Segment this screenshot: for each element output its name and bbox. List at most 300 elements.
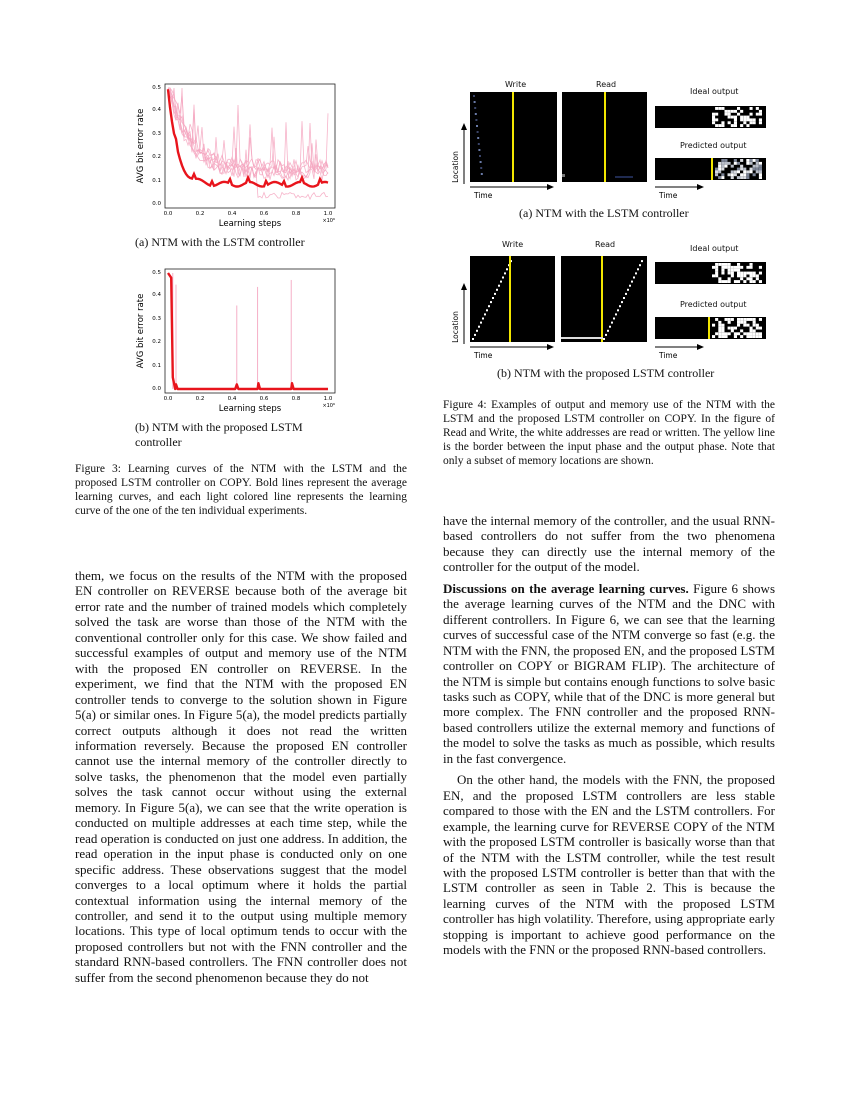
bit-cell bbox=[759, 113, 762, 116]
bit-cell bbox=[746, 116, 749, 119]
location-label: Location bbox=[451, 151, 460, 183]
read-label: Read bbox=[595, 240, 616, 249]
bit-cell bbox=[759, 162, 762, 165]
bit-cell bbox=[718, 263, 721, 266]
x-tick: 0.6 bbox=[259, 211, 269, 217]
read-cell bbox=[633, 277, 635, 279]
predicted-output-label: Predicted output bbox=[680, 300, 747, 309]
read-cell bbox=[621, 301, 623, 303]
write-cell bbox=[473, 95, 475, 97]
bit-cell bbox=[737, 263, 740, 266]
bit-cell bbox=[759, 121, 762, 124]
bit-cell bbox=[740, 176, 743, 179]
bit-cell bbox=[725, 266, 728, 269]
bit-cell bbox=[724, 165, 727, 168]
bit-cell bbox=[740, 266, 743, 269]
bit-cell bbox=[734, 162, 737, 165]
bit-cell bbox=[753, 321, 756, 324]
write-cell bbox=[478, 143, 480, 145]
write-cell bbox=[500, 281, 502, 283]
bit-cell bbox=[721, 266, 724, 269]
bit-cell bbox=[728, 113, 731, 116]
figure-4a bbox=[450, 78, 780, 203]
x-scale-label: ×10⁶ bbox=[322, 403, 335, 409]
bit-cell bbox=[728, 162, 731, 165]
y-tick: 0.5 bbox=[152, 85, 161, 91]
bit-cell bbox=[737, 162, 740, 165]
bit-cell bbox=[737, 272, 740, 275]
bit-cell bbox=[740, 329, 743, 332]
bit-cell bbox=[737, 176, 740, 179]
bit-cell bbox=[721, 335, 724, 338]
bit-cell bbox=[750, 168, 753, 171]
read-cell bbox=[603, 338, 605, 340]
bit-cell bbox=[715, 274, 718, 277]
bit-cell bbox=[740, 124, 743, 127]
write-cell bbox=[474, 101, 476, 103]
read-cell bbox=[623, 297, 625, 299]
bit-cell bbox=[718, 324, 721, 327]
write-cell bbox=[484, 313, 486, 315]
bit-cell bbox=[728, 116, 731, 119]
x-tick: 0.2 bbox=[195, 396, 205, 402]
x-tick: 0.4 bbox=[227, 211, 237, 217]
bit-cell bbox=[718, 162, 721, 165]
bit-cell bbox=[725, 263, 728, 266]
bit-cell bbox=[740, 277, 743, 280]
bit-cell bbox=[718, 321, 721, 324]
write-cell bbox=[490, 301, 492, 303]
bit-cell bbox=[746, 277, 749, 280]
y-ticks bbox=[152, 270, 161, 392]
bit-cell bbox=[712, 266, 715, 269]
write-cell bbox=[492, 297, 494, 299]
read-cell bbox=[613, 318, 615, 320]
bit-cell bbox=[746, 162, 749, 165]
bit-cell bbox=[721, 272, 724, 275]
bit-cell bbox=[750, 162, 753, 165]
y-tick: 0.4 bbox=[152, 107, 161, 113]
time-label: Time bbox=[659, 191, 678, 200]
bit-cell bbox=[756, 162, 759, 165]
bit-cell bbox=[718, 165, 721, 168]
bit-cell bbox=[750, 107, 753, 110]
bit-cell bbox=[728, 327, 731, 330]
bit-cell bbox=[731, 170, 734, 173]
bit-cell bbox=[750, 335, 753, 338]
bit-cell bbox=[715, 168, 718, 171]
bit-cell bbox=[734, 280, 737, 283]
bit-cell bbox=[750, 280, 753, 283]
bit-cell bbox=[746, 318, 749, 321]
bit-cell bbox=[734, 159, 737, 162]
bit-cell bbox=[734, 327, 737, 330]
write-cell bbox=[480, 167, 482, 169]
bit-cell bbox=[721, 162, 724, 165]
bit-cell bbox=[746, 176, 749, 179]
bit-cell bbox=[737, 107, 740, 110]
bit-cell bbox=[734, 121, 737, 124]
bit-cell bbox=[746, 173, 749, 176]
bit-cell bbox=[753, 168, 756, 171]
bit-cell bbox=[740, 274, 743, 277]
read-cell bbox=[641, 260, 643, 262]
bit-cell bbox=[759, 110, 762, 113]
write-cell bbox=[474, 107, 476, 109]
bit-cell bbox=[712, 113, 715, 116]
bit-cell bbox=[743, 318, 746, 321]
bit-cell bbox=[743, 116, 746, 119]
ideal-output-label: Ideal output bbox=[690, 244, 739, 253]
bit-cell bbox=[753, 324, 756, 327]
y-tick: 0.0 bbox=[152, 201, 161, 207]
bit-cell bbox=[721, 332, 724, 335]
bit-cell bbox=[740, 116, 743, 119]
bit-cell bbox=[731, 176, 734, 179]
bit-cell bbox=[718, 329, 721, 332]
read-cell bbox=[639, 264, 641, 266]
y-tick: 0.1 bbox=[152, 363, 161, 369]
bit-cell bbox=[740, 173, 743, 176]
bit-cell bbox=[725, 110, 728, 113]
bit-cell bbox=[743, 118, 746, 121]
read-cell bbox=[561, 337, 603, 339]
read-cell bbox=[627, 289, 629, 291]
bit-cell bbox=[737, 280, 740, 283]
x-tick: 1.0 bbox=[323, 211, 333, 217]
x-tick: 0.0 bbox=[163, 211, 173, 217]
read-cell bbox=[611, 322, 613, 324]
read-label: Read bbox=[596, 80, 617, 89]
y-axis-label: AVG bit error rate bbox=[136, 293, 146, 369]
bit-cell bbox=[737, 266, 740, 269]
y-tick: 0.4 bbox=[152, 292, 161, 298]
y-tick: 0.3 bbox=[152, 316, 161, 322]
location-label: Location bbox=[451, 311, 460, 343]
bit-cell bbox=[740, 335, 743, 338]
bit-cell bbox=[718, 124, 721, 127]
y-tick: 0.3 bbox=[152, 131, 161, 137]
read-cell bbox=[609, 326, 611, 328]
bit-cell bbox=[759, 327, 762, 330]
bit-cell bbox=[753, 173, 756, 176]
right-column bbox=[443, 513, 775, 958]
section-heading: Discussions on the average learning curves. bbox=[443, 580, 689, 596]
bit-cell bbox=[715, 118, 718, 121]
bit-cell bbox=[715, 332, 718, 335]
bit-cell bbox=[737, 170, 740, 173]
bit-cell bbox=[715, 318, 718, 321]
bit-cell bbox=[756, 165, 759, 168]
time-label: Time bbox=[474, 191, 493, 200]
bit-cell bbox=[740, 321, 743, 324]
bit-cell bbox=[753, 121, 756, 124]
write-cell bbox=[472, 338, 474, 340]
bit-cell bbox=[753, 272, 756, 275]
location-arrow-icon bbox=[461, 283, 467, 290]
bit-cell bbox=[746, 266, 749, 269]
bit-cell bbox=[756, 170, 759, 173]
bit-cell bbox=[756, 168, 759, 171]
bit-cell bbox=[740, 165, 743, 168]
write-label: Write bbox=[502, 240, 524, 249]
bit-cell bbox=[725, 332, 728, 335]
bit-cell bbox=[759, 173, 762, 176]
bit-cell bbox=[734, 173, 737, 176]
bit-cell bbox=[734, 266, 737, 269]
write-cell bbox=[494, 293, 496, 295]
bit-cell bbox=[725, 113, 728, 116]
bit-cell bbox=[740, 110, 743, 113]
bit-cell bbox=[753, 318, 756, 321]
read-cell bbox=[615, 176, 633, 178]
bit-cell bbox=[721, 329, 724, 332]
read-cell bbox=[607, 330, 609, 332]
bit-cell bbox=[728, 269, 731, 272]
learning-curve-plot-a bbox=[135, 80, 345, 230]
bit-cell bbox=[753, 118, 756, 121]
bit-cell bbox=[712, 335, 715, 338]
bit-cell bbox=[721, 263, 724, 266]
bit-cell bbox=[721, 159, 724, 162]
bit-cell bbox=[721, 269, 724, 272]
bit-cell bbox=[734, 170, 737, 173]
bit-cell bbox=[753, 332, 756, 335]
memory-panels-a bbox=[450, 92, 780, 203]
bit-cell bbox=[756, 274, 759, 277]
bit-cell bbox=[715, 263, 718, 266]
figure-4a-subcaption: (a) NTM with the LSTM controller bbox=[519, 206, 689, 220]
write-cell bbox=[475, 119, 477, 121]
write-cell bbox=[477, 137, 479, 139]
bit-cell bbox=[721, 324, 724, 327]
x-tick: 0.2 bbox=[195, 211, 205, 217]
write-cell bbox=[476, 330, 478, 332]
x-tick: 0.0 bbox=[163, 396, 173, 402]
read-cell bbox=[615, 313, 617, 315]
memory-panels-b bbox=[450, 252, 780, 363]
bit-cell bbox=[746, 159, 749, 162]
body-paragraph: have the internal memory of the controller, and the usual RNN-based controllers do not suffer from the two phenomena because they can directly use the internal memory of the controller for the output of the model. bbox=[443, 513, 775, 575]
time-label: Time bbox=[659, 351, 678, 360]
bit-cell bbox=[743, 274, 746, 277]
figure-4-caption: Figure 4: Examples of output and memory use of the NTM with the LSTM and the proposed LSTM controller on COPY. In the figure of Read and Write, the white addresses are read or written. The yellow line is the border between the input phase and the output phase. Note that only a subset of memory locations are shown. bbox=[443, 399, 775, 467]
bit-cell bbox=[750, 266, 753, 269]
write-cell bbox=[475, 113, 477, 115]
time-arrow-icon bbox=[547, 344, 554, 350]
bit-cell bbox=[715, 107, 718, 110]
bit-cell bbox=[731, 124, 734, 127]
bit-cell bbox=[731, 173, 734, 176]
bit-cell bbox=[718, 168, 721, 171]
bit-cell bbox=[728, 263, 731, 266]
bit-cell bbox=[715, 124, 718, 127]
bit-cell bbox=[743, 168, 746, 171]
bit-cell bbox=[734, 116, 737, 119]
bit-cell bbox=[715, 272, 718, 275]
bit-cell bbox=[740, 168, 743, 171]
learning-curve-plot-b bbox=[135, 265, 345, 415]
y-ticks bbox=[152, 85, 161, 207]
bit-cell bbox=[712, 116, 715, 119]
bit-cell bbox=[759, 332, 762, 335]
bit-cell bbox=[731, 116, 734, 119]
bit-cell bbox=[718, 176, 721, 179]
bit-cell bbox=[750, 332, 753, 335]
plot-frame bbox=[165, 269, 335, 393]
bit-cell bbox=[731, 274, 734, 277]
write-cell bbox=[506, 268, 508, 270]
bit-cell bbox=[750, 272, 753, 275]
bit-cell bbox=[731, 327, 734, 330]
bit-cell bbox=[718, 327, 721, 330]
bit-cell bbox=[737, 318, 740, 321]
read-cell bbox=[617, 309, 619, 311]
bit-cell bbox=[721, 168, 724, 171]
write-cell bbox=[482, 318, 484, 320]
bit-cell bbox=[715, 170, 718, 173]
read-cell bbox=[605, 334, 607, 336]
bit-cell bbox=[750, 327, 753, 330]
bit-cell bbox=[756, 159, 759, 162]
write-cell bbox=[478, 326, 480, 328]
bit-cell bbox=[759, 170, 762, 173]
write-cell bbox=[488, 305, 490, 307]
paragraph-text: Figure 6 shows the average learning curves of the NTM and the DNC with different controllers. In Figure 6, we can see that the learning curves of successful case of the NTM converge so fast (e.g. the NTM with the FNN, the proposed EN, and the proposed LSTM controller on COPY or BIGRAM FLIP). The architecture of the NTM is simple but contains enough functions to solve basic tasks such as COPY, while that of the DNC is more general but more complex. The FNN controller and the proposed RNN-based controllers utilize the external memory and functions of the model to solve the tasks as much as possible, which results in the fast convergence. bbox=[443, 580, 775, 766]
write-cell bbox=[481, 173, 483, 175]
bit-cell bbox=[753, 165, 756, 168]
bit-cell bbox=[734, 124, 737, 127]
bit-cell bbox=[756, 335, 759, 338]
bit-cell bbox=[750, 118, 753, 121]
bit-cell bbox=[734, 335, 737, 338]
bit-cell bbox=[737, 269, 740, 272]
write-cell bbox=[479, 155, 481, 157]
read-cell bbox=[635, 272, 637, 274]
figure-3a-subcaption: (a) NTM with the LSTM controller bbox=[135, 235, 305, 249]
figure-4b-subcaption: (b) NTM with the proposed LSTM controller bbox=[497, 366, 715, 380]
bit-cell bbox=[737, 324, 740, 327]
ideal-output-label: Ideal output bbox=[690, 87, 739, 96]
x-tick: 0.4 bbox=[227, 396, 237, 402]
bit-cell bbox=[728, 332, 731, 335]
x-tick: 0.8 bbox=[291, 211, 301, 217]
bit-cell bbox=[743, 173, 746, 176]
bit-cell bbox=[743, 332, 746, 335]
x-axis-label: Learning steps bbox=[218, 404, 282, 414]
y-tick: 0.2 bbox=[152, 339, 161, 345]
bit-cell bbox=[740, 118, 743, 121]
read-cell bbox=[619, 305, 621, 307]
bit-cell bbox=[712, 121, 715, 124]
bit-cell bbox=[759, 165, 762, 168]
bit-cell bbox=[743, 272, 746, 275]
bit-cell bbox=[759, 272, 762, 275]
bit-cell bbox=[731, 318, 734, 321]
bit-cell bbox=[734, 110, 737, 113]
bit-cell bbox=[743, 324, 746, 327]
x-scale-label: ×10⁶ bbox=[322, 218, 335, 224]
figure-3-caption: Figure 3: Learning curves of the NTM with the LSTM and the proposed LSTM controller on COPY. Bold lines represent the average learning curves, and each light colored line represents the learning curve of the one of the ten individual experiments. bbox=[75, 463, 407, 517]
bit-cell bbox=[753, 280, 756, 283]
bit-cell bbox=[728, 121, 731, 124]
write-cell bbox=[477, 131, 479, 133]
bit-cell bbox=[737, 113, 740, 116]
bit-cell bbox=[743, 170, 746, 173]
bit-cell bbox=[756, 332, 759, 335]
bit-cell bbox=[750, 274, 753, 277]
bit-cell bbox=[715, 269, 718, 272]
bit-cell bbox=[759, 266, 762, 269]
bit-cell bbox=[712, 324, 715, 327]
bit-cell bbox=[731, 165, 734, 168]
bit-cell bbox=[753, 335, 756, 338]
bit-cell bbox=[750, 159, 753, 162]
x-tick: 1.0 bbox=[323, 396, 333, 402]
bit-cell bbox=[746, 332, 749, 335]
bit-cell bbox=[746, 118, 749, 121]
bit-cell bbox=[718, 277, 721, 280]
figure-4b bbox=[450, 238, 780, 363]
bit-cell bbox=[728, 266, 731, 269]
bit-cell bbox=[743, 121, 746, 124]
bit-cell bbox=[743, 321, 746, 324]
bit-cell bbox=[734, 269, 737, 272]
time-arrow-icon bbox=[697, 344, 704, 350]
bit-cell bbox=[734, 118, 737, 121]
bit-cell bbox=[756, 113, 759, 116]
bit-cell bbox=[746, 124, 749, 127]
bit-cell bbox=[721, 121, 724, 124]
bit-cell bbox=[712, 274, 715, 277]
bit-cell bbox=[724, 162, 727, 165]
write-cell bbox=[478, 149, 480, 151]
bit-cell bbox=[718, 280, 721, 283]
bit-cell bbox=[725, 335, 728, 338]
bit-cell bbox=[731, 329, 734, 332]
bit-cell bbox=[743, 280, 746, 283]
write-map bbox=[470, 256, 555, 342]
bit-cell bbox=[759, 168, 762, 171]
bit-cell bbox=[737, 168, 740, 171]
write-cell bbox=[504, 272, 506, 274]
bit-cell bbox=[746, 170, 749, 173]
bit-cell bbox=[750, 329, 753, 332]
bit-cell bbox=[728, 321, 731, 324]
bit-cell bbox=[721, 173, 724, 176]
bit-cell bbox=[746, 272, 749, 275]
bit-cell bbox=[750, 121, 753, 124]
bit-cell bbox=[728, 277, 731, 280]
bit-cell bbox=[759, 176, 762, 179]
bit-cell bbox=[746, 324, 749, 327]
bit-cell bbox=[759, 118, 762, 121]
bit-cell bbox=[753, 274, 756, 277]
bit-cell bbox=[721, 280, 724, 283]
bit-cell bbox=[715, 266, 718, 269]
bit-cell bbox=[734, 332, 737, 335]
bit-cell bbox=[753, 159, 756, 162]
bit-cell bbox=[740, 318, 743, 321]
write-label: Write bbox=[505, 80, 527, 89]
bit-cell bbox=[750, 113, 753, 116]
bit-cell bbox=[740, 272, 743, 275]
bit-cell bbox=[712, 118, 715, 121]
bit-cell bbox=[721, 176, 724, 179]
time-arrow-icon bbox=[697, 184, 704, 190]
bit-cell bbox=[746, 335, 749, 338]
bit-cell bbox=[718, 107, 721, 110]
